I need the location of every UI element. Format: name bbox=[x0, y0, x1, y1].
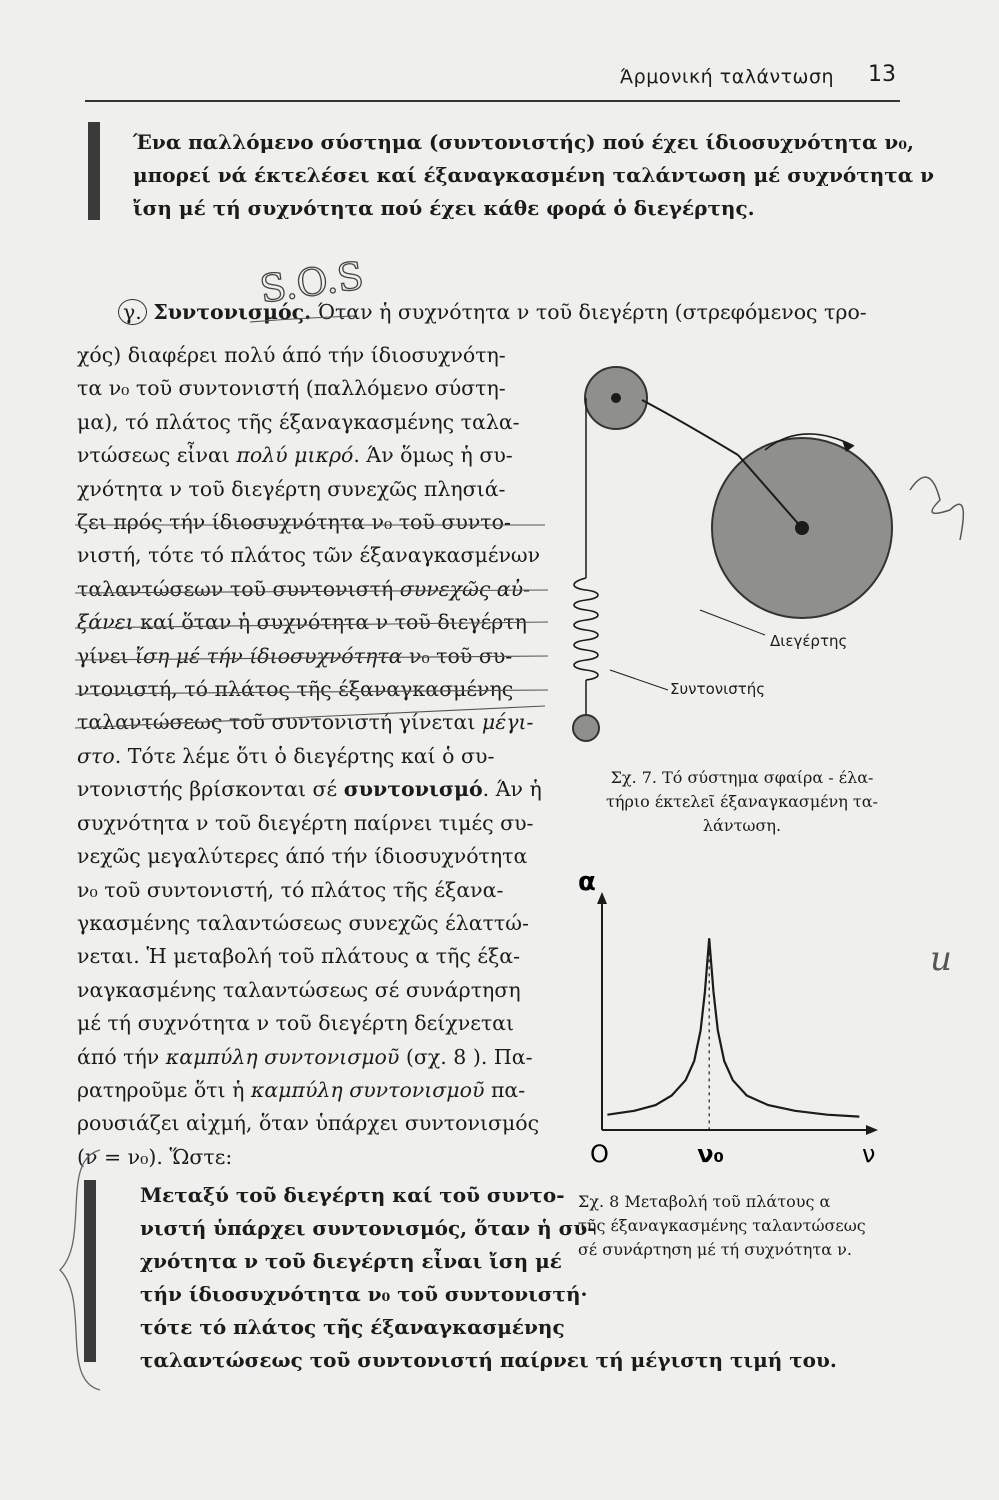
underline-mark bbox=[75, 656, 548, 660]
x-axis-label: ν bbox=[862, 1140, 876, 1168]
section-first-line-text: Όταν ἡ συχνότητα ν τοῦ διεγέρτη (στρεφόμενος τρο- bbox=[317, 300, 867, 324]
conclusion-line: νιστή ὑπάρχει συντονισμός, ὅταν ἡ συ- bbox=[140, 1216, 596, 1240]
nu0-label: ν₀ bbox=[697, 1140, 725, 1168]
body-line: χός) διαφέρει πολύ άπό τήν ίδιοσυχνότη- bbox=[77, 343, 506, 367]
underline-mark bbox=[75, 590, 548, 593]
figure8-caption bbox=[578, 1190, 898, 1262]
body-line: γίνει ἴση μέ τήν ίδιοσυχνότητα ν₀ τοῦ συ- bbox=[77, 643, 513, 668]
body-line: τα ν₀ τοῦ συντονιστή (παλλόμενο σύστη- bbox=[77, 376, 506, 401]
intro-line: ἴση μέ τή συχνότητα πού έχει κάθε φορά ὁ διεγέρτης. bbox=[133, 196, 755, 220]
handwriting-stroke bbox=[910, 477, 963, 540]
figure8-caption-line: σέ συνάρτηση μέ τή συχνότητα ν. bbox=[578, 1240, 852, 1259]
scribble-text: S.O.S bbox=[257, 253, 367, 312]
y-axis-arrow bbox=[597, 892, 607, 904]
spring-coil bbox=[574, 578, 598, 680]
conclusion-line: τήν ίδιοσυχνότητα ν₀ τοῦ συντονιστή· bbox=[140, 1282, 588, 1306]
resonator-pointer bbox=[610, 670, 668, 690]
resonance-curve bbox=[607, 938, 859, 1116]
sphere-mass bbox=[573, 715, 599, 741]
exciter-pointer bbox=[700, 610, 765, 635]
conclusion-line: ταλαντώσεως τοῦ συντονιστή παίρνει τή μέγιστη τιμή του. bbox=[140, 1348, 837, 1372]
conclusion-box-sidebar bbox=[84, 1180, 96, 1362]
origin-label: Ο bbox=[590, 1140, 609, 1168]
conclusion-line: τότε τό πλάτος τῆς έξαναγκασμένης bbox=[140, 1315, 565, 1339]
body-line: άπό τήν καμπύλη συντονισμοῦ (σχ. 8 ). Πα- bbox=[77, 1044, 533, 1069]
body-line: ταλαντώσεως τοῦ συντονιστή γίνεται μέγι- bbox=[77, 710, 534, 735]
string-to-pulley bbox=[642, 400, 738, 455]
margin-brace bbox=[40, 1140, 110, 1400]
body-line: χνότητα ν τοῦ διεγέρτη συνεχῶς πλησιά- bbox=[77, 476, 506, 501]
underline-mark bbox=[75, 690, 548, 694]
body-line: μα), τό πλάτος τῆς έξαναγκασμένης ταλα- bbox=[77, 409, 520, 434]
intro-line: Ένα παλλόμενο σύστημα (συντονιστής) πού έχει ίδιοσυχνότητα ν₀, bbox=[133, 130, 914, 154]
page-number: 13 bbox=[868, 62, 896, 87]
body-line: ταλαντώσεων τοῦ συντονιστή συνεχῶς αὐ- bbox=[77, 576, 531, 601]
figure7-caption-line: Σχ. 7. Τό σύστημα σφαίρα - έλα- bbox=[610, 768, 874, 787]
figure7-caption bbox=[582, 766, 902, 838]
conclusion-line: χνότητα ν τοῦ διεγέρτη εἶναι ἴση μέ bbox=[140, 1249, 562, 1273]
body-line: ξάνει καί ὅταν ἡ συχνότητα ν τοῦ διεγέρτη bbox=[77, 610, 527, 635]
body-line: ντονιστής βρίσκονται σέ συντονισμό. Άν ἡ bbox=[77, 777, 542, 802]
body-line: γκασμένης ταλαντώσεως συνεχῶς έλαττώ- bbox=[77, 910, 529, 935]
y-axis-label: α bbox=[578, 867, 596, 897]
figure8-chart bbox=[578, 867, 890, 1170]
figure7-caption-line: λάντωση. bbox=[702, 816, 782, 835]
underline-mark bbox=[75, 622, 548, 628]
body-line: ντώσεως εἶναι πολύ μικρό. Άν ὅμως ἡ συ- bbox=[77, 443, 513, 468]
conclusion-line: Μεταξύ τοῦ διεγέρτη καί τοῦ συντο- bbox=[140, 1183, 565, 1207]
body-line: (ν = ν₀). Ὥστε: bbox=[77, 1144, 233, 1169]
body-line: ναγκασμένης ταλαντώσεως σέ συνάρτηση bbox=[77, 977, 521, 1002]
intro-line: μπορεί νά έκτελέσει καί έξαναγκασμένη ταλάντωση μέ συχνότητα ν bbox=[133, 163, 934, 187]
label-resonator: Συντονιστής bbox=[670, 680, 766, 698]
body-line: στο. Τότε λέμε ὅτι ὁ διεγέρτης καί ὁ συ- bbox=[77, 743, 495, 768]
margin-handwriting bbox=[900, 450, 990, 1010]
figure8-caption-line: τῆς έξαναγκασμένης ταλαντώσεως bbox=[578, 1216, 866, 1235]
handwriting-letter: u bbox=[930, 939, 952, 979]
body-line: ντονιστή, τό πλάτος τῆς έξαναγκασμένης bbox=[77, 677, 514, 702]
body-line: συχνότητα ν τοῦ διεγέρτη παίρνει τιμές συ- bbox=[77, 810, 534, 835]
body-line: ρατηροῦμε ὅτι ἡ καμπύλη συντονισμοῦ πα- bbox=[77, 1077, 526, 1102]
body-line: νεχῶς μεγαλύτερες άπό τήν ίδιοσυχνότητα bbox=[77, 844, 528, 869]
figure7-caption-line: τήριο έκτελεῖ έξαναγκασμένη τα- bbox=[606, 792, 878, 811]
underline-mark bbox=[250, 316, 355, 322]
pulley-axle bbox=[611, 393, 621, 403]
body-line: ν₀ τοῦ συντονιστή, τό πλάτος τῆς έξανα- bbox=[77, 877, 504, 902]
underline-mark bbox=[75, 706, 545, 728]
figure7-diagram bbox=[570, 360, 900, 800]
figure8-caption-line: Σχ. 8 Μεταβολή τοῦ πλάτους α bbox=[578, 1192, 831, 1211]
body-line: μέ τή συχνότητα ν τοῦ διεγέρτη δείχνεται bbox=[77, 1011, 515, 1036]
label-exciter: Διεγέρτης bbox=[770, 632, 848, 650]
body-line: νεται. Ἡ μεταβολή τοῦ πλάτους α τῆς έξα- bbox=[77, 944, 521, 969]
body-line: νιστή, τότε τό πλάτος τῶν έξαναγκασμένων bbox=[77, 543, 541, 568]
x-axis-arrow bbox=[866, 1125, 878, 1135]
running-header-title: Άρμονική ταλάντωση bbox=[620, 66, 835, 88]
body-line: ζει πρός τήν ίδιοσυχνότητα ν₀ τοῦ συντο- bbox=[77, 510, 511, 535]
section-title: Συντονισμός. bbox=[153, 300, 312, 324]
section-label: γ. bbox=[118, 299, 147, 325]
body-line: ρουσιάζει αἰχμή, ὅταν ὑπάρχει συντονισμός bbox=[77, 1111, 540, 1136]
